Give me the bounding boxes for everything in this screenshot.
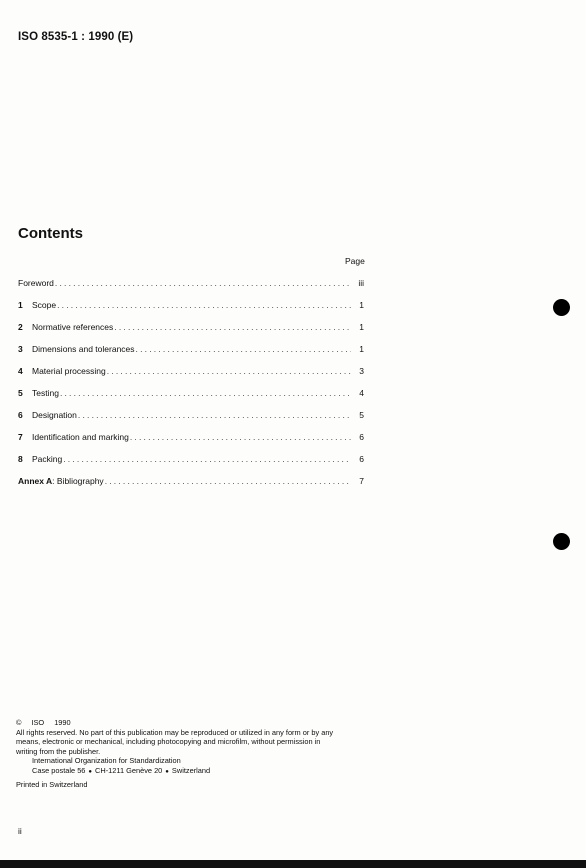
page-bottom-edge bbox=[0, 860, 586, 868]
toc-entry-label: Foreword bbox=[18, 278, 54, 288]
toc-entry-label: Dimensions and tolerances bbox=[32, 344, 135, 354]
dot-leader bbox=[136, 342, 351, 356]
rights-text-line: All rights reserved. No part of this publication may be reproduced or utilized in any form or by any bbox=[16, 727, 334, 737]
toc-entry-label bbox=[18, 474, 104, 488]
toc-entry-page: 5 bbox=[359, 410, 364, 420]
toc-entry-page: 4 bbox=[359, 388, 364, 398]
toc-entry-packing[interactable] bbox=[18, 452, 364, 474]
dot-leader bbox=[114, 320, 351, 334]
printed-in-line: Printed in Switzerland bbox=[16, 779, 88, 789]
toc-entry-label: Material processing bbox=[32, 366, 106, 376]
address-country: Switzerland bbox=[171, 765, 211, 775]
copyright-year: 1990 bbox=[54, 718, 71, 727]
dot-leader bbox=[55, 276, 351, 290]
rights-text-line: writing from the publisher. bbox=[16, 746, 101, 756]
dot-leader bbox=[57, 298, 351, 312]
toc-entry-number: 8 bbox=[18, 454, 23, 464]
dot-leader bbox=[130, 430, 351, 444]
toc-entry-label: Identification and marking bbox=[32, 432, 129, 442]
organization-name: International Organization for Standardization bbox=[32, 756, 181, 766]
copyright-symbol: © bbox=[16, 718, 22, 727]
toc-entry-label: Designation bbox=[32, 410, 77, 420]
toc-entry-page: 1 bbox=[359, 300, 364, 310]
dot-leader bbox=[78, 408, 351, 422]
dot-leader bbox=[107, 364, 351, 378]
toc-entry-label: Packing bbox=[32, 454, 63, 464]
page-column-label: Page bbox=[345, 256, 365, 266]
toc-entry-dimensions[interactable] bbox=[18, 342, 364, 364]
dot-leader bbox=[105, 474, 351, 488]
toc-entry-page: 1 bbox=[359, 322, 364, 332]
rights-text-line: means, electronic or mechanical, including photocopying and microfilm, without permission in bbox=[16, 737, 321, 747]
copyright-holder: ISO bbox=[31, 718, 45, 727]
toc-entry-page: 1 bbox=[359, 344, 364, 354]
toc-entry-label: Testing bbox=[32, 388, 59, 398]
toc-entry-number: 2 bbox=[18, 322, 23, 332]
toc-entry-number: 4 bbox=[18, 366, 23, 376]
address-city: CH-1211 Genève 20 bbox=[95, 765, 163, 775]
toc-entry-annex-a[interactable] bbox=[18, 474, 364, 496]
page-number: ii bbox=[18, 826, 22, 836]
bullet-separator: ● bbox=[165, 768, 169, 775]
toc-entry-number: 5 bbox=[18, 388, 23, 398]
postal-address bbox=[16, 766, 368, 778]
toc-entry-number: 6 bbox=[18, 410, 23, 420]
toc-entry-foreword[interactable] bbox=[18, 276, 364, 298]
toc-entry-number: 1 bbox=[18, 300, 23, 310]
toc-entry-page: 6 bbox=[359, 432, 364, 442]
contents-title: Contents bbox=[18, 225, 83, 242]
toc-entry-designation[interactable] bbox=[18, 408, 364, 430]
toc-entry-scope[interactable] bbox=[18, 298, 364, 320]
toc-entry-number: 3 bbox=[18, 344, 23, 354]
toc-entry-label: Scope bbox=[32, 300, 57, 310]
toc-entry-page: 3 bbox=[359, 366, 364, 376]
toc-entry-number: 7 bbox=[18, 432, 23, 442]
document-id-header: ISO 8535-1 : 1990 (E) bbox=[18, 31, 134, 43]
toc-entry-normative-references[interactable] bbox=[18, 320, 364, 342]
annex-prefix: Annex A bbox=[18, 476, 53, 486]
toc-entry-page: 7 bbox=[359, 476, 364, 486]
copyright-notice bbox=[16, 718, 368, 789]
annex-title: : Bibliography bbox=[52, 476, 104, 486]
toc-entry-testing[interactable] bbox=[18, 386, 364, 408]
toc-entry-material-processing[interactable] bbox=[18, 364, 364, 386]
dot-leader bbox=[63, 452, 351, 466]
toc-entry-page: iii bbox=[358, 278, 364, 288]
address-po-box: Case postale 56 bbox=[32, 765, 86, 775]
table-of-contents bbox=[18, 276, 364, 496]
bullet-separator: ● bbox=[88, 768, 93, 775]
toc-entry-label: Normative references bbox=[32, 322, 114, 332]
dot-leader bbox=[60, 386, 351, 400]
copyright-line bbox=[16, 718, 368, 728]
toc-entry-identification[interactable] bbox=[18, 430, 364, 452]
toc-entry-page: 6 bbox=[359, 454, 364, 464]
punch-hole-mark bbox=[553, 299, 570, 316]
punch-hole-mark bbox=[553, 533, 570, 550]
